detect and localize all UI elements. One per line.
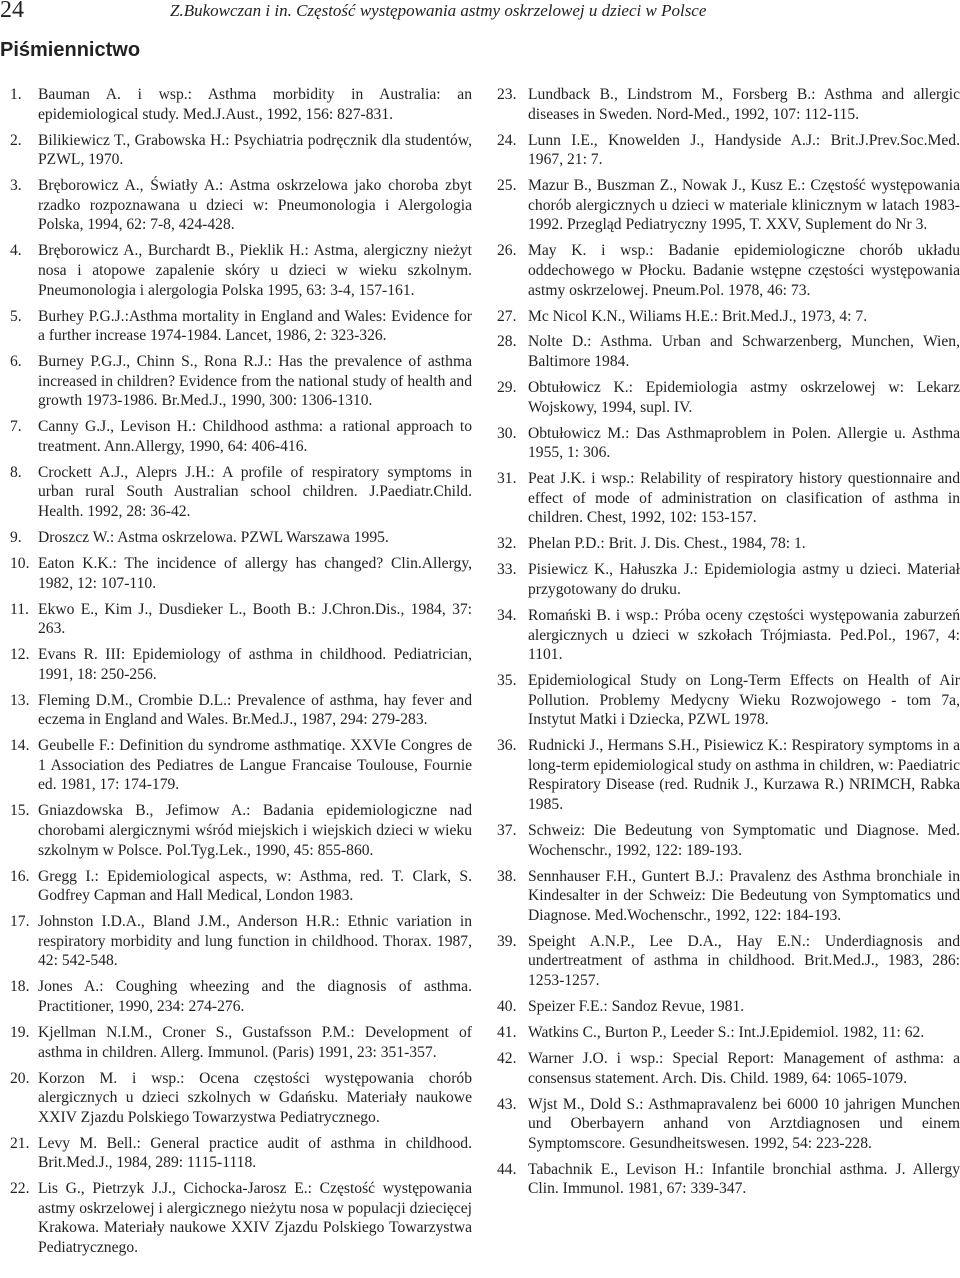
reference-number: 1. — [10, 86, 22, 103]
reference-item — [10, 1134, 472, 1173]
reference-text: Mazur B., Buszman Z., Nowak J., Kusz E.: Częstość występowania chorób alergicznych u dzieci w materiale klinicznym w latach 1983-1992. Przegląd Pediatryczny 1995, T. XXV, Suplement do Nr 3. — [528, 177, 960, 234]
reference-number: 15. — [10, 802, 30, 820]
reference-text: May K. i wsp.: Badanie epidemiologiczne chorób układu oddechowego w Płocku. Badanie wstępne częstości występowania astmy oskrzelowej. Pneum.Pol. 1978, 46: 73. — [528, 242, 960, 299]
reference-number: 44. — [497, 1160, 517, 1178]
reference-number: 13. — [10, 691, 30, 709]
reference-item — [10, 241, 472, 300]
reference-number: 26. — [497, 242, 517, 260]
reference-text: Obtułowicz M.: Das Asthmaproblem in Polen. Allergie u. Asthma 1955, 1: 306. — [528, 424, 960, 462]
reference-number: 29. — [497, 379, 517, 397]
reference-number: 24. — [497, 131, 517, 149]
reference-item — [10, 528, 472, 548]
reference-text: Phelan P.D.: Brit. J. Dis. Chest., 1984, 78: 1. — [528, 535, 806, 553]
reference-text: Ekwo E., Kim J., Dusdieker L., Booth B.: J.Chron.Dis., 1984, 37: 263. — [38, 600, 472, 638]
reference-number: 5. — [10, 307, 22, 325]
reference-text: Bauman A. i wsp.: Asthma morbidity in Australia: an epidemiological study. Med.J.Aust., 1992, 156: 827-831. — [38, 86, 472, 123]
reference-text: Gregg I.: Epidemiological aspects, w: Asthma, red. T. Clark, S. Godfrey Capman and Hall Medical, London 1983. — [38, 867, 472, 905]
reference-text: Bilikiewicz T., Grabowska H.: Psychiatria podręcznik dla studentów, PZWL, 1970. — [38, 131, 472, 169]
reference-item — [497, 1049, 960, 1088]
reference-text: Peat J.K. i wsp.: Relability of respiratory history questionnaire and effect of mode of administration on clasification of asthma in children. Chest, 1992, 102: 153-157. — [528, 470, 960, 527]
reference-text: Obtułowicz K.: Epidemiologia astmy oskrzelowej w: Lekarz Wojskowy, 1994, supl. IV. — [528, 379, 960, 416]
reference-item — [497, 997, 960, 1017]
reference-text: Wjst M., Dold S.: Asthmapravalenz bei 6000 10 jahrigen Munchen und Oberbayern anhand von Arztdiagnosen und einem Symptomscore. Gesundheitswesen. 1992, 54: 223-228. — [528, 1095, 960, 1152]
reference-text: Nolte D.: Asthma. Urban and Schwarzenberg, Munchen, Wien, Baltimore 1984. — [528, 333, 960, 371]
reference-number: 38. — [497, 867, 517, 885]
reference-number: 20. — [10, 1069, 30, 1087]
reference-text: Eaton K.K.: The incidence of allergy has changed? Clin.Allergy, 1982, 12: 107-110. — [38, 554, 472, 592]
reference-text: Korzon M. i wsp.: Ocena częstości występowania chorób alergicznych u dzieci szkolnych w Gdańsku. Materiały naukowe XXIV Zjazdu Polskiego Towarzystwa Pediatrycznego. — [38, 1069, 472, 1126]
reference-number: 39. — [497, 932, 517, 950]
reference-item — [497, 606, 960, 665]
reference-text: Crockett A.J., Aleprs J.H.: A profile of respiratory symptoms in urban rural South Australian school children. J.Paediatr.Child. Health. 1992, 28: 36-42. — [38, 463, 472, 521]
reference-text: Watkins C., Burton P., Leeder S.: Int.J.Epidemiol. 1982, 11: 62. — [528, 1023, 925, 1041]
reference-number: 19. — [10, 1023, 30, 1041]
reference-item — [497, 241, 960, 300]
reference-number: 2. — [10, 131, 22, 149]
reference-number: 4. — [10, 242, 22, 260]
reference-number: 14. — [10, 737, 30, 755]
reference-item — [497, 85, 960, 124]
reference-item — [497, 534, 960, 554]
reference-item — [10, 352, 472, 411]
reference-number: 33. — [497, 561, 517, 579]
reference-text: Evans R. III: Epidemiology of asthma in childhood. Pediatrician, 1991, 18: 250-256. — [38, 646, 472, 683]
reference-text: Lis G., Pietrzyk J.J., Cichocka-Jarosz E.: Częstość występowania astmy oskrzelowej i alergicznego nieżytu nosa w populacji dziecięcej Krakowa. Materiały naukowe XXIV Zjazdu Polskiego Towarzystwa Pediatrycznego. — [38, 1180, 472, 1257]
reference-text: Fleming D.M., Crombie D.L.: Prevalence of asthma, hay fever and eczema in England and Wales. Br.Med.J., 1987, 294: 279-283. — [38, 691, 472, 729]
reference-text: Jones A.: Coughing wheezing and the diagnosis of asthma. Practitioner, 1990, 234: 274-276. — [38, 978, 472, 1015]
reference-number: 41. — [497, 1023, 517, 1041]
reference-number: 18. — [10, 978, 30, 996]
reference-item — [10, 85, 472, 124]
reference-item — [497, 867, 960, 926]
reference-text: Burney P.G.J., Chinn S., Rona R.J.: Has the prevalence of asthma increased in children? Evidence from the national study of health and growth 1973-1986. Br.Med.J., 1990, 300: 1306-1310. — [38, 353, 472, 410]
reference-item — [497, 332, 960, 371]
reference-item — [497, 378, 960, 417]
reference-text: Droszcz W.: Astma oskrzelowa. PZWL Warszawa 1995. — [38, 529, 389, 546]
reference-text: Warner J.O. i wsp.: Special Report: Management of asthma: a consensus statement. Arch. Dis. Child. 1989, 64: 1065-1079. — [528, 1049, 960, 1087]
reference-item — [497, 424, 960, 463]
reference-item — [10, 131, 472, 170]
reference-number: 21. — [10, 1134, 30, 1152]
reference-text: Romański B. i wsp.: Próba oceny częstości występowania zaburzeń alergicznych u dzieci w szkołach Trójmiasta. Ped.Pol., 1967, 4: 1101. — [528, 606, 960, 664]
reference-number: 34. — [497, 606, 517, 624]
reference-item — [10, 417, 472, 456]
reference-text: Gniazdowska B., Jefimow A.: Badania epidemiologiczne nad chorobami alergicznymi wśród miejskich i wiejskich dzieci w wieku szkolnym w Polsce. Pol.Tyg.Lek., 1990, 45: 855-860. — [38, 802, 472, 859]
reference-number: 12. — [10, 646, 30, 664]
reference-item — [10, 554, 472, 593]
reference-item — [497, 176, 960, 235]
reference-item — [10, 307, 472, 346]
reference-item — [10, 176, 472, 235]
reference-text: Canny G.J., Levison H.: Childhood asthma: a rational approach to treatment. Ann.Allergy, 1990, 64: 406-416. — [38, 418, 472, 455]
reference-item — [10, 977, 472, 1016]
reference-item — [497, 671, 960, 730]
reference-number: 43. — [497, 1095, 517, 1113]
reference-number: 42. — [497, 1049, 517, 1067]
reference-text: Epidemiological Study on Long-Term Effects on Health of Air Pollution. Problemy Medycny Wieku Rozwojowego - tom 7a, Instytut Matki i Dziecka, PZWL 1978. — [528, 672, 960, 729]
reference-number: 11. — [10, 600, 29, 618]
reference-text: Rudnicki J., Hermans S.H., Pisiewicz K.: Respiratory symptoms in a long-term epidemiological study on asthma in children, w: Paediatric Respiratory Disease (red. Rudnik J., Kurzawa R.) NRIMCH, Rabka 1985. — [528, 737, 960, 814]
reference-text: Speizer F.E.: Sandoz Revue, 1981. — [528, 997, 745, 1015]
section-title: Piśmiennictwo — [0, 39, 141, 61]
running-header: Z.Bukowczan i in. Częstość występowania astmy oskrzelowej u dzieci w Polsce — [170, 1, 707, 20]
page-number: 24 — [0, 0, 24, 23]
reference-text: Pisiewicz K., Hałuszka J.: Epidemiologia astmy u dzieci. Materiał przygotowany do druku. — [528, 561, 960, 598]
reference-number: 36. — [497, 737, 517, 755]
reference-item — [497, 932, 960, 991]
reference-text: Levy M. Bell.: General practice audit of asthma in childhood. Brit.Med.J., 1984, 289: 1115-1118. — [38, 1134, 472, 1172]
reference-item — [497, 1160, 960, 1199]
reference-number: 8. — [10, 463, 22, 481]
reference-item — [10, 691, 472, 730]
reference-text: Kjellman N.I.M., Croner S., Gustafsson P.M.: Development of asthma in children. Allerg. Immunol. (Paris) 1991, 23: 351-357. — [38, 1023, 472, 1061]
reference-text: Bręborowicz A., Burchardt B., Pieklik H.: Astma, alergiczny nieżyt nosa i atopowe zapalenie skóry u dzieci w wieku szkolnym. Pneumonologia i alergologia Polska 1995, 63: 3-4, 157-161. — [38, 242, 472, 299]
reference-number: 22. — [10, 1180, 30, 1198]
reference-number: 28. — [497, 333, 517, 351]
reference-text: Schweiz: Die Bedeutung von Symptomatic und Diagnose. Med. Wochenschr., 1992, 122: 189-193. — [528, 822, 960, 859]
reference-text: Burhey P.G.J.:Asthma mortality in England and Wales: Evidence for a further increase 1974-1984. Lancet, 1986, 2: 323-326. — [38, 307, 472, 345]
reference-text: Bręborowicz A., Światły A.: Astma oskrzelowa jako choroba zbyt rzadko rozpoznawana u dzieci w: Pneumonologia i Alergologia Polska, 1994, 62: 7-8, 424-428. — [38, 177, 472, 234]
reference-number: 9. — [10, 529, 22, 546]
reference-item — [10, 736, 472, 795]
reference-text: Geubelle F.: Definition du syndrome asthmatiqe. XXVIe Congres de 1 Association des Pediatres de Langue Francaise Toulouse, Fournie ed. 1981, 17: 174-179. — [38, 737, 472, 794]
reference-item — [10, 645, 472, 684]
reference-item — [497, 469, 960, 528]
reference-item — [10, 801, 472, 860]
reference-item — [10, 1023, 472, 1062]
reference-number: 23. — [497, 86, 517, 103]
reference-number: 27. — [497, 307, 517, 325]
reference-item — [497, 307, 960, 327]
references-left-column — [10, 85, 472, 1264]
reference-number: 3. — [10, 177, 22, 195]
reference-number: 7. — [10, 418, 22, 436]
reference-number: 32. — [497, 535, 517, 553]
reference-item — [497, 736, 960, 814]
reference-number: 31. — [497, 470, 517, 488]
reference-number: 37. — [497, 822, 517, 840]
reference-text: Johnston I.D.A., Bland J.M., Anderson H.R.: Ethnic variation in respiratory morbidity and lung function in childhood. Thorax. 1987, 42: 542-548. — [38, 913, 472, 970]
reference-item — [10, 867, 472, 906]
reference-number: 10. — [10, 554, 30, 572]
reference-number: 25. — [497, 177, 517, 195]
reference-number: 16. — [10, 867, 30, 885]
reference-item — [497, 560, 960, 599]
reference-item — [497, 1095, 960, 1154]
references-right-column — [497, 85, 960, 1205]
reference-item — [497, 1023, 960, 1043]
reference-text: Sennhauser F.H., Guntert B.J.: Pravalenz des Asthma bronchiale in Kindesalter in der Schweiz: Die Bedeutung von Symptomatics und Diagnose. Med.Wochenschr., 1992, 122: 184-193. — [528, 867, 960, 924]
reference-text: Tabachnik E., Levison H.: Infantile bronchial asthma. J. Allergy Clin. Immunol. 1981, 67: 339-347. — [528, 1160, 960, 1198]
reference-item — [10, 600, 472, 639]
reference-text: Lunn I.E., Knowelden J., Handyside A.J.: Brit.J.Prev.Soc.Med. 1967, 21: 7. — [528, 131, 960, 169]
reference-item — [10, 912, 472, 971]
reference-number: 40. — [497, 997, 517, 1015]
reference-item — [10, 463, 472, 522]
reference-item — [497, 821, 960, 860]
reference-number: 35. — [497, 672, 517, 690]
reference-item — [10, 1179, 472, 1257]
reference-number: 17. — [10, 913, 30, 931]
reference-text: Lundback B., Lindstrom M., Forsberg B.: Asthma and allergic diseases in Sweden. Nord-Med., 1992, 107: 112-115. — [528, 86, 960, 123]
reference-number: 30. — [497, 424, 517, 442]
reference-item — [10, 1069, 472, 1128]
reference-text: Mc Nicol K.N., Wiliams H.E.: Brit.Med.J., 1973, 4: 7. — [528, 307, 868, 325]
reference-item — [497, 131, 960, 170]
reference-number: 6. — [10, 353, 22, 371]
reference-text: Speight A.N.P., Lee D.A., Hay E.N.: Underdiagnosis and undertreatment of asthma in childhood. Brit.Med.J., 1983, 286: 1253-1257. — [528, 932, 960, 989]
